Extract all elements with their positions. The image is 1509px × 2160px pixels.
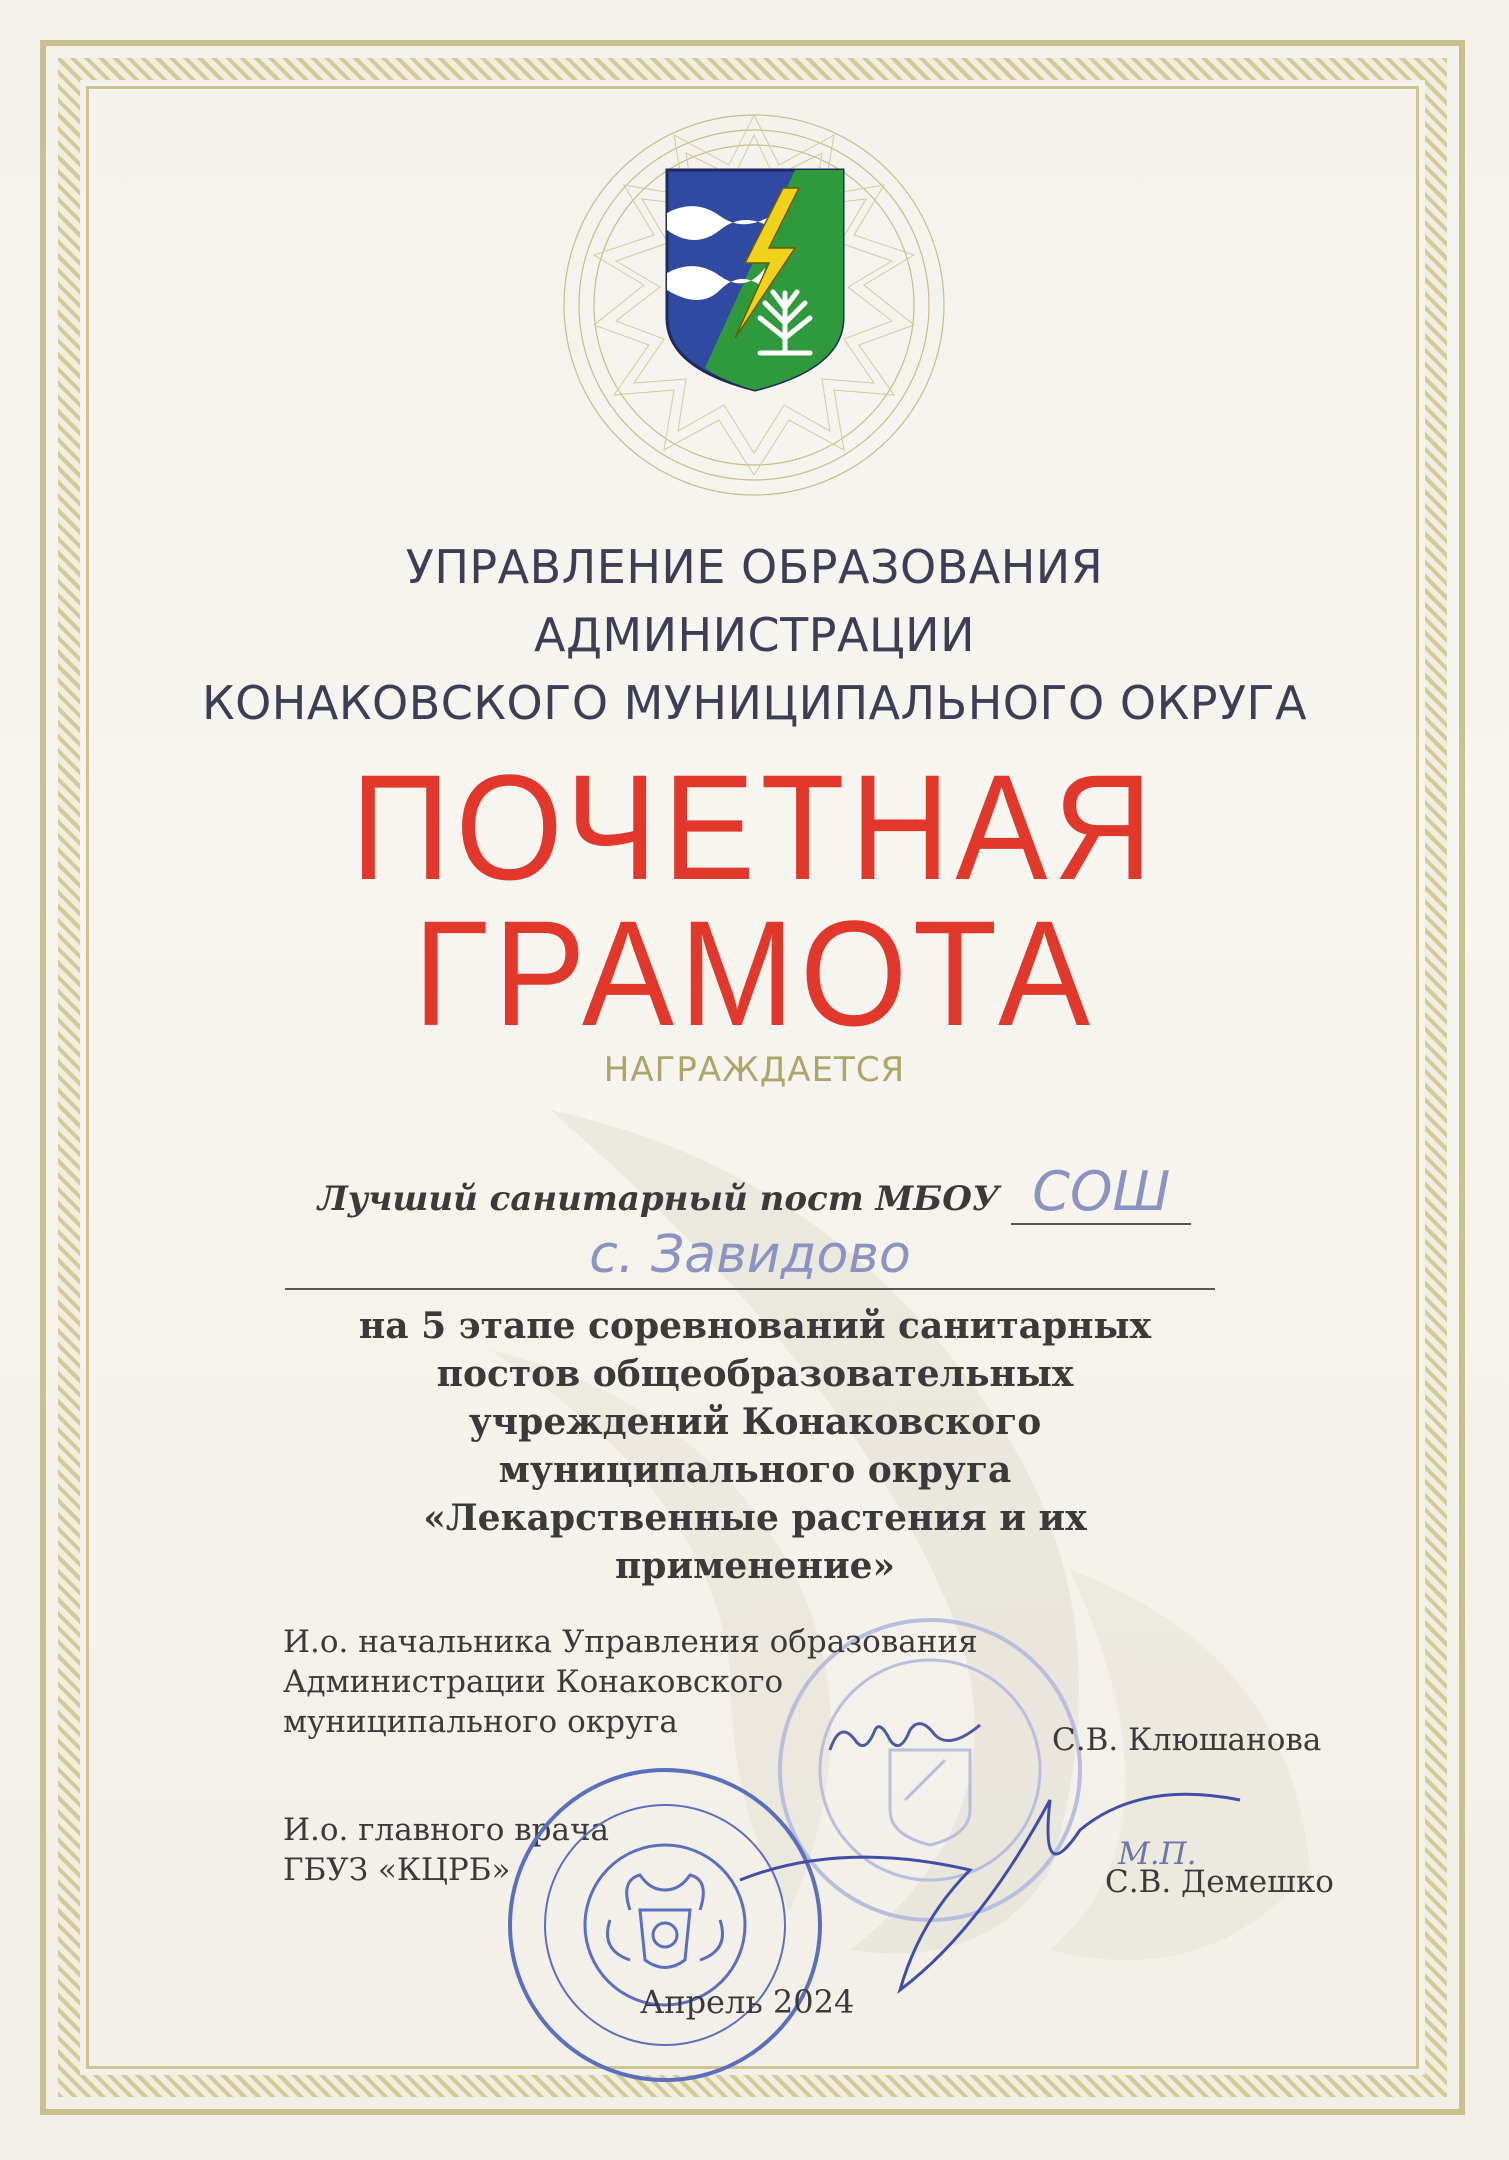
award-description <box>230 1302 1280 1590</box>
school-handwritten: СОШ <box>1032 1160 1171 1223</box>
signatory-1-title-line-1: И.о. начальника Управления образования <box>283 1624 978 1660</box>
awarded-label: НАГРАЖДАЕТСЯ <box>603 1050 906 1090</box>
description-line-6: применение» <box>614 1545 896 1587</box>
place-handwritten: с. Завидово <box>589 1225 911 1285</box>
school-underline <box>1011 1160 1191 1225</box>
award-prefix: Лучший санитарный пост МБОУ <box>317 1179 1000 1219</box>
signatory-1-title-line-3: муниципального округа <box>283 1704 678 1740</box>
signatory-2-name: С.В. Демешко <box>1105 1864 1334 1900</box>
issuer-line-1: УПРАВЛЕНИЕ ОБРАЗОВАНИЯ <box>405 540 1104 594</box>
signature-2-mark <box>720 1760 1280 2020</box>
description-line-3: учреждений Конаковского <box>468 1401 1042 1443</box>
description-line-4: муниципального округа <box>498 1449 1012 1491</box>
description-line-2: постов общеобразовательных <box>436 1353 1074 1395</box>
seal-place-mark: М.П. <box>1118 1836 1197 1872</box>
award-recipient-line <box>150 1160 1359 1225</box>
signatory-2-title-line-1: И.о. главного врача <box>283 1812 609 1848</box>
description-line-5: «Лекарственные растения и их <box>423 1497 1087 1539</box>
signatory-1-title-line-2: Администрации Конаковского <box>283 1664 784 1700</box>
issuer-line-3: КОНАКОВСКОГО МУНИЦИПАЛЬНОГО ОКРУГА <box>201 676 1308 730</box>
signatory-1-name: С.В. Клюшанова <box>1052 1722 1322 1758</box>
issuer-line-2: АДМИНИСТРАЦИИ <box>534 608 975 662</box>
signatory-2-title-line-2: ГБУЗ «КЦРБ» <box>283 1852 511 1888</box>
issue-date: Апрель 2024 <box>640 1983 855 2021</box>
title-line-1: ПОЧЕТНАЯ <box>350 743 1159 911</box>
title-line-2: ГРАМОТА <box>413 889 1096 1057</box>
coat-of-arms-icon <box>665 168 845 393</box>
description-line-1: на 5 этапе соревнований санитарных <box>358 1305 1152 1347</box>
place-underline <box>285 1222 1215 1290</box>
